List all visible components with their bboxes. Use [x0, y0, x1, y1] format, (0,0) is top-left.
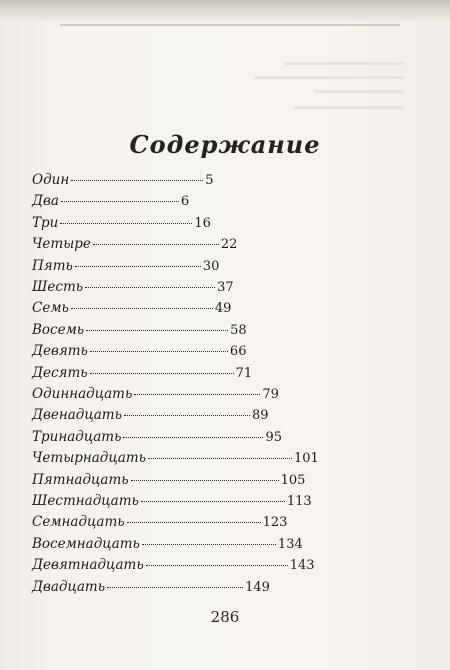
toc-leader-dots	[60, 222, 192, 224]
toc-entry-label: Семь	[32, 300, 69, 317]
toc-entry-page: 22	[220, 237, 238, 253]
toc-entry-label: Один	[32, 172, 70, 188]
toc-entry-label: Восемнадцать	[32, 535, 140, 552]
toc-entry-page: 66	[229, 344, 247, 360]
toc-leader-dots	[142, 543, 276, 545]
toc-entry-page: 58	[230, 322, 247, 338]
toc-entry	[32, 429, 282, 449]
toc-leader-dots	[131, 479, 279, 481]
header-rule	[60, 24, 400, 26]
toc-entry	[32, 279, 234, 299]
toc-entry	[32, 493, 312, 513]
toc-entry-label: Одиннадцать	[32, 386, 133, 402]
toc-entry-page: 105	[280, 472, 306, 488]
toc-entry-label: Десять	[32, 364, 88, 381]
toc-entry-label: Пятнадцать	[32, 471, 129, 488]
toc-entry-page: 79	[262, 387, 279, 402]
toc-entry	[32, 579, 270, 599]
page-top-edge	[0, 0, 450, 22]
toc-leader-dots	[90, 350, 228, 352]
toc-leader-dots	[141, 500, 285, 502]
toc-entry-label: Тринадцать	[32, 428, 122, 445]
toc-entry	[32, 514, 287, 534]
toc-entry-page: 16	[194, 215, 211, 231]
toc-entry	[32, 450, 319, 470]
toc-entry-page: 95	[265, 429, 283, 445]
toc-leader-dots	[85, 286, 215, 288]
bleed-through-line	[254, 76, 404, 79]
toc-entry	[32, 322, 247, 342]
toc-entry-label: Семнадцать	[32, 514, 125, 531]
toc-entry-page: 134	[277, 536, 303, 552]
toc-entry-label: Восемь	[32, 321, 85, 338]
toc-entry	[32, 536, 303, 556]
toc-entry	[32, 215, 211, 235]
toc-entry	[32, 472, 305, 492]
toc-entry-page: 89	[251, 408, 269, 424]
toc-leader-dots	[71, 179, 203, 181]
bleed-through-line	[294, 106, 404, 109]
toc-leader-dots	[90, 372, 234, 374]
toc-entry-page: 30	[202, 258, 220, 274]
toc-entry-page: 123	[262, 515, 288, 531]
bleed-through-line	[284, 62, 404, 65]
bleed-through-line	[314, 90, 404, 93]
toc-entry	[32, 386, 279, 406]
toc-entry-label: Три	[32, 214, 59, 231]
toc-leader-dots	[148, 457, 292, 459]
toc-entry-page: 37	[217, 280, 234, 295]
page-title: Содержание	[129, 130, 321, 160]
toc-entry-label: Два	[32, 193, 59, 210]
toc-entry-label: Двадцать	[32, 578, 106, 595]
toc-entry-page: 149	[245, 579, 270, 595]
toc-leader-dots	[75, 265, 201, 267]
toc-entry	[32, 343, 246, 363]
toc-entry	[32, 365, 252, 385]
toc-entry-label: Девятнадцать	[32, 557, 144, 574]
toc-entry	[32, 557, 315, 577]
toc-entry	[32, 300, 231, 320]
toc-entry-page: 113	[286, 494, 312, 509]
toc-entry-label: Двенадцать	[32, 407, 122, 424]
toc-entry-page: 71	[235, 365, 253, 381]
toc-entry-page: 101	[293, 451, 319, 467]
toc-entry-label: Четыре	[32, 236, 91, 253]
toc-leader-dots	[124, 414, 250, 416]
toc-leader-dots	[127, 521, 261, 523]
toc-entry	[32, 258, 219, 278]
toc-entry-label: Четырнадцать	[32, 450, 146, 467]
toc-entry-page: 49	[214, 301, 232, 317]
toc-leader-dots	[123, 436, 263, 438]
toc-leader-dots	[86, 329, 228, 331]
toc-leader-dots	[107, 586, 243, 588]
toc-entry	[32, 236, 237, 256]
toc-entry-page: 5	[205, 173, 214, 188]
toc-leader-dots	[146, 564, 288, 566]
toc-entry-label: Девять	[32, 343, 88, 360]
toc-entry	[32, 193, 189, 213]
toc-leader-dots	[93, 243, 219, 245]
page-number: 286	[210, 608, 240, 626]
toc-entry-label: Шесть	[32, 279, 84, 295]
toc-entry	[32, 407, 269, 427]
toc-entry	[32, 172, 214, 192]
toc-entry-label: Шестнадцать	[32, 493, 139, 509]
toc-entry-page: 143	[289, 558, 315, 574]
toc-leader-dots	[71, 307, 213, 309]
toc-entry-page: 6	[180, 194, 190, 210]
toc-leader-dots	[134, 393, 260, 395]
toc-entry-label: Пять	[32, 257, 73, 274]
toc-leader-dots	[61, 200, 179, 202]
